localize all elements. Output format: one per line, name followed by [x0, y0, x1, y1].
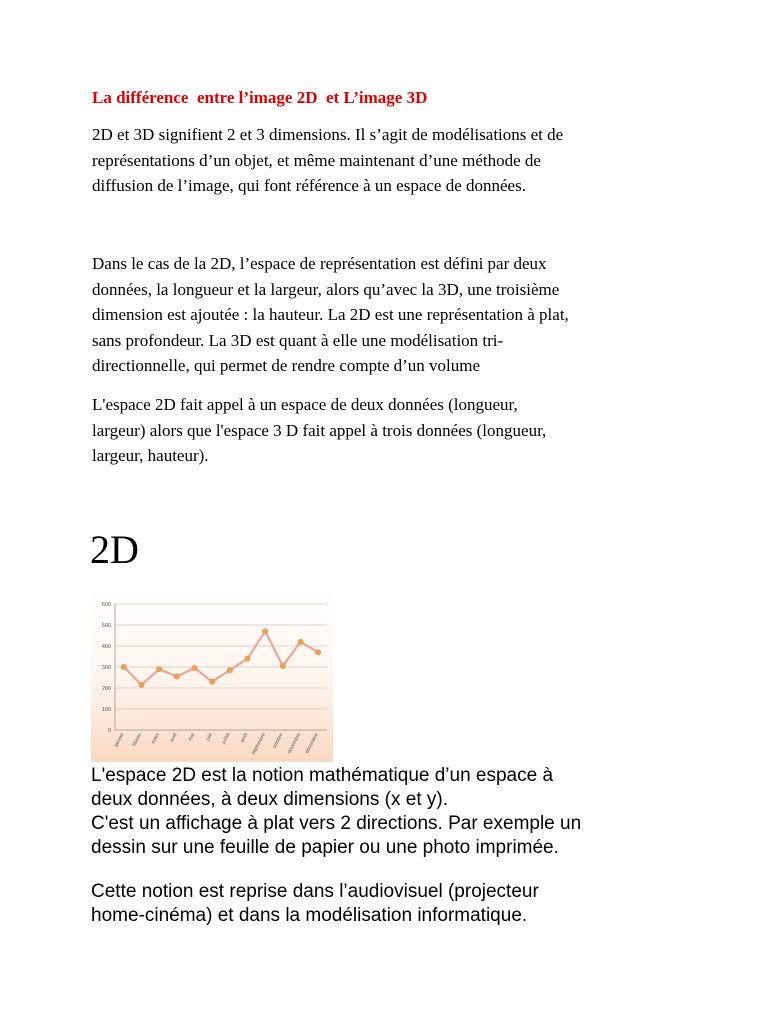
text-line: sans profondeur. La 3D est quant à elle une modélisation tri-	[92, 330, 504, 350]
text-line: dessin sur une feuille de papier ou une photo imprimée.	[91, 837, 559, 858]
text-line: deux données, à deux dimensions (x et y).	[91, 789, 448, 810]
y-tick-label: 300	[101, 665, 111, 671]
y-tick-label: 200	[101, 686, 111, 692]
paragraph-intro	[92, 122, 692, 199]
data-point	[139, 682, 144, 687]
text-line: dimension est ajoutée : la hauteur. La 2D est une représentation à plat,	[92, 305, 569, 324]
text-line: diffusion de l’image, qui font référence à un espace de données.	[92, 176, 526, 195]
data-point	[157, 667, 162, 672]
y-tick-label: 100	[101, 707, 111, 713]
text-block-audiovisual	[91, 880, 731, 928]
paragraph-2d-3d-definition	[92, 251, 692, 379]
x-tick-label: février	[131, 732, 144, 748]
line-chart	[91, 590, 333, 762]
data-point	[192, 665, 197, 670]
data-point	[210, 679, 215, 684]
x-tick-label: mars	[150, 732, 161, 745]
x-tick-label: décembre	[304, 732, 320, 755]
x-tick-label: juin	[204, 732, 214, 742]
text-line: Cette notion est reprise dans l’audiovisuel (projecteur	[91, 881, 539, 902]
y-tick-label: 0	[107, 728, 111, 734]
document-title: La différence entre l’image 2D et L’image 3D	[92, 88, 428, 107]
text-line: 2D et 3D signifient 2 et 3 dimensions. Il s’agit de modélisations et de	[92, 125, 564, 144]
text-line: directionnelle, qui permet de rendre compte d’un volume	[92, 356, 481, 375]
text-line: L'espace 2D est la notion mathématique d’un espace à	[91, 765, 554, 786]
x-tick-label: avril	[168, 732, 179, 744]
text-line: données, la longueur et la largeur, alors qu’avec la 3D, une troisième	[92, 279, 560, 299]
data-point	[245, 656, 250, 661]
text-line: C'est un affichage à plat vers 2 directions. Par exemple un	[91, 813, 582, 834]
heading-2d: 2D	[90, 527, 139, 572]
data-point	[174, 674, 179, 679]
text-line: largeur, hauteur).	[92, 446, 209, 465]
text-line: L'espace 2D fait appel à un espace de deux données (longueur,	[92, 395, 518, 414]
text-block-2d-notion	[91, 764, 731, 860]
data-point	[263, 629, 268, 634]
x-tick-label: août	[239, 732, 250, 744]
paragraph-space-data	[92, 392, 692, 469]
data-point	[227, 668, 232, 673]
y-tick-label: 600	[101, 602, 111, 608]
text-line: largeur) alors que l'espace 3 D fait appel à trois données (longueur,	[92, 420, 547, 440]
text-line: home-cinéma) et dans la modélisation informatique.	[91, 905, 528, 926]
x-tick-label: mai	[187, 732, 197, 743]
text-line: représentations d’un objet, et même maintenant d’une méthode de	[92, 150, 541, 170]
x-tick-label: novembre	[286, 732, 303, 755]
data-point	[298, 639, 303, 644]
y-tick-label: 400	[101, 644, 111, 650]
data-point	[121, 664, 126, 669]
x-tick-label: octobre	[271, 732, 285, 750]
x-tick-label: janvier	[113, 732, 126, 748]
data-point	[316, 650, 321, 655]
y-tick-label: 500	[101, 623, 111, 629]
data-point	[280, 663, 285, 668]
x-tick-label: septembre	[250, 732, 267, 756]
text-line: Dans le cas de la 2D, l’espace de représentation est défini par deux	[92, 254, 547, 273]
x-tick-label: juillet	[220, 732, 232, 746]
